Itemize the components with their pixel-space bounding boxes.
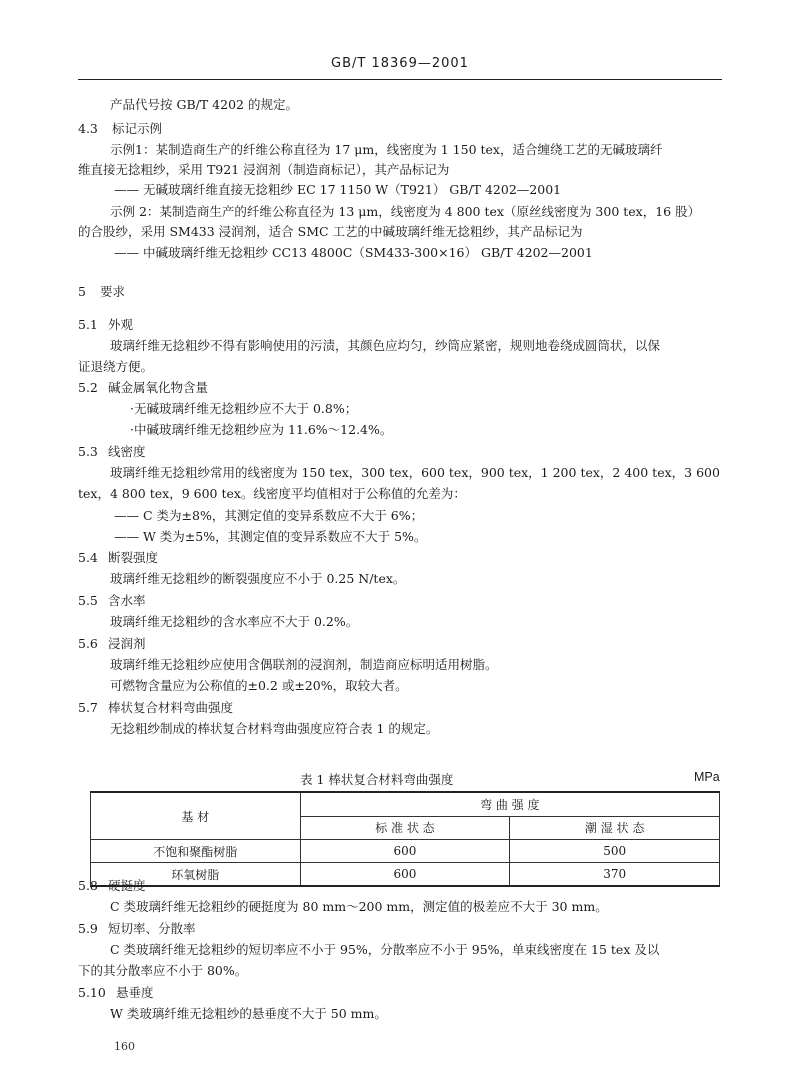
text-line: —— C 类为±8%，其测定值的变异系数应不大于 6%； [114,508,424,523]
section-number: 5.6 [78,636,98,651]
section-heading: 棒状复合材料弯曲强度 [108,700,234,715]
section-heading: 浸润剂 [108,636,146,651]
text-line: 玻璃纤维无捻粗纱的断裂强度应不小于 0.25 N/tex。 [110,571,406,586]
text-line: —— 无碱玻璃纤维直接无捻粗纱 EC 17 1150 W（T921） GB/T 4202—2001 [114,182,562,197]
page-number: 160 [114,1040,135,1053]
text-line: 下的其分散率应不小于 80%。 [78,963,248,978]
table-cell-standard: 600 [300,840,510,863]
text-line: 可燃物含量应为公称值的±0.2 或±20%，取较大者。 [110,678,408,693]
section-number: 5.2 [78,380,98,395]
text-line: tex，4 800 tex，9 600 tex。线密度平均值相对于公称值的允差为： [78,486,466,501]
text-line: 示例1：某制造商生产的纤维公称直径为 17 μm，线密度为 1 150 tex，适合缠绕工艺的无碱玻璃纤 [110,142,663,157]
text-line: 玻璃纤维无捻粗纱应使用含偶联剂的浸润剂，制造商应标明适用树脂。 [110,657,498,672]
text-line: 示例 2：某制造商生产的纤维公称直径为 13 μm，线密度为 4 800 tex（原丝线密度为 300 tex，16 股） [110,204,701,219]
section-heading: 悬垂度 [116,985,154,1000]
table-cell-base: 环氧树脂 [91,863,301,887]
section-number: 5.8 [78,878,98,893]
section-heading: 标记示例 [112,121,163,136]
text-line: 玻璃纤维无捻粗纱不得有影响使用的污渍，其颜色应均匀，纱筒应紧密，规则地卷绕成圆筒状，以保 [110,338,661,353]
text-line: 无捻粗纱制成的棒状复合材料弯曲强度应符合表 1 的规定。 [110,721,439,736]
table-row [91,840,720,863]
text-line: ·中碱玻璃纤维无捻粗纱应为 11.6%～12.4%。 [130,422,393,437]
table-cell-wet: 500 [510,840,720,863]
table-header-base: 基 材 [91,792,301,840]
table-header-standard: 标 准 状 态 [300,816,510,840]
text-line: C 类玻璃纤维无捻粗纱的短切率应不小于 95%，分散率应不小于 95%，单束线密度在 15 tex 及以 [110,942,660,957]
section-number: 5.5 [78,593,98,608]
text-line: C 类玻璃纤维无捻粗纱的硬挺度为 80 mm～200 mm，测定值的极差应不大于 30 mm。 [110,899,608,914]
section-number: 5.4 [78,550,98,565]
text-line: 产品代号按 GB/T 4202 的规定。 [110,97,298,112]
section-number: 5.3 [78,444,98,459]
table-cell-standard: 600 [300,863,510,887]
section-heading: 断裂强度 [108,550,159,565]
table-row [91,863,720,887]
section-heading: 线密度 [108,444,146,459]
text-line: 证退绕方便。 [78,359,154,374]
table-cell-base: 不饱和聚酯树脂 [91,840,301,863]
section-number: 5.9 [78,921,98,936]
table-header-wet: 潮 湿 状 态 [510,816,720,840]
text-line: ·无碱玻璃纤维无捻粗纱应不大于 0.8%； [130,401,358,416]
text-line: —— W 类为±5%，其测定值的变异系数应不大于 5%。 [114,529,427,544]
section-heading: 外观 [108,317,134,332]
text-line: 的合股纱，采用 SM433 浸润剂，适合 SMC 工艺的中碱玻璃纤维无捻粗纱，其产品标记为 [78,224,583,239]
section-number: 4.3 [78,121,98,136]
section-number: 5.1 [78,317,98,332]
text-line: 玻璃纤维无捻粗纱的含水率应不大于 0.2%。 [110,614,359,629]
text-line: 玻璃纤维无捻粗纱常用的线密度为 150 tex，300 tex，600 tex，900 tex，1 200 tex，2 400 tex，3 600 [110,465,720,480]
header-rule [78,79,722,80]
table-caption: 表 1 棒状复合材料弯曲强度 [300,772,454,787]
text-line: W 类玻璃纤维无捻粗纱的悬垂度不大于 50 mm。 [110,1006,387,1021]
text-line: —— 中碱玻璃纤维无捻粗纱 CC13 4800C（SM433-300×16） GB/T 4202—2001 [114,245,593,260]
table-cell-wet: 370 [510,863,720,887]
text-line: 维直接无捻粗纱，采用 T921 浸润剂（制造商标记），其产品标记为 [78,162,450,177]
flexural-strength-table [90,791,720,887]
section-heading: 要求 [100,284,126,299]
section-heading: 含水率 [108,593,146,608]
running-header: GB/T 18369—2001 [331,56,469,71]
table-header-group: 弯 曲 强 度 [300,792,719,816]
section-heading: 碱金属氧化物含量 [108,380,209,395]
section-number: 5.10 [78,985,106,1000]
table-unit: MPa [694,770,720,784]
section-heading: 硬挺度 [108,878,146,893]
section-heading: 短切率、分散率 [108,921,196,936]
section-number: 5.7 [78,700,98,715]
section-number: 5 [78,284,86,299]
